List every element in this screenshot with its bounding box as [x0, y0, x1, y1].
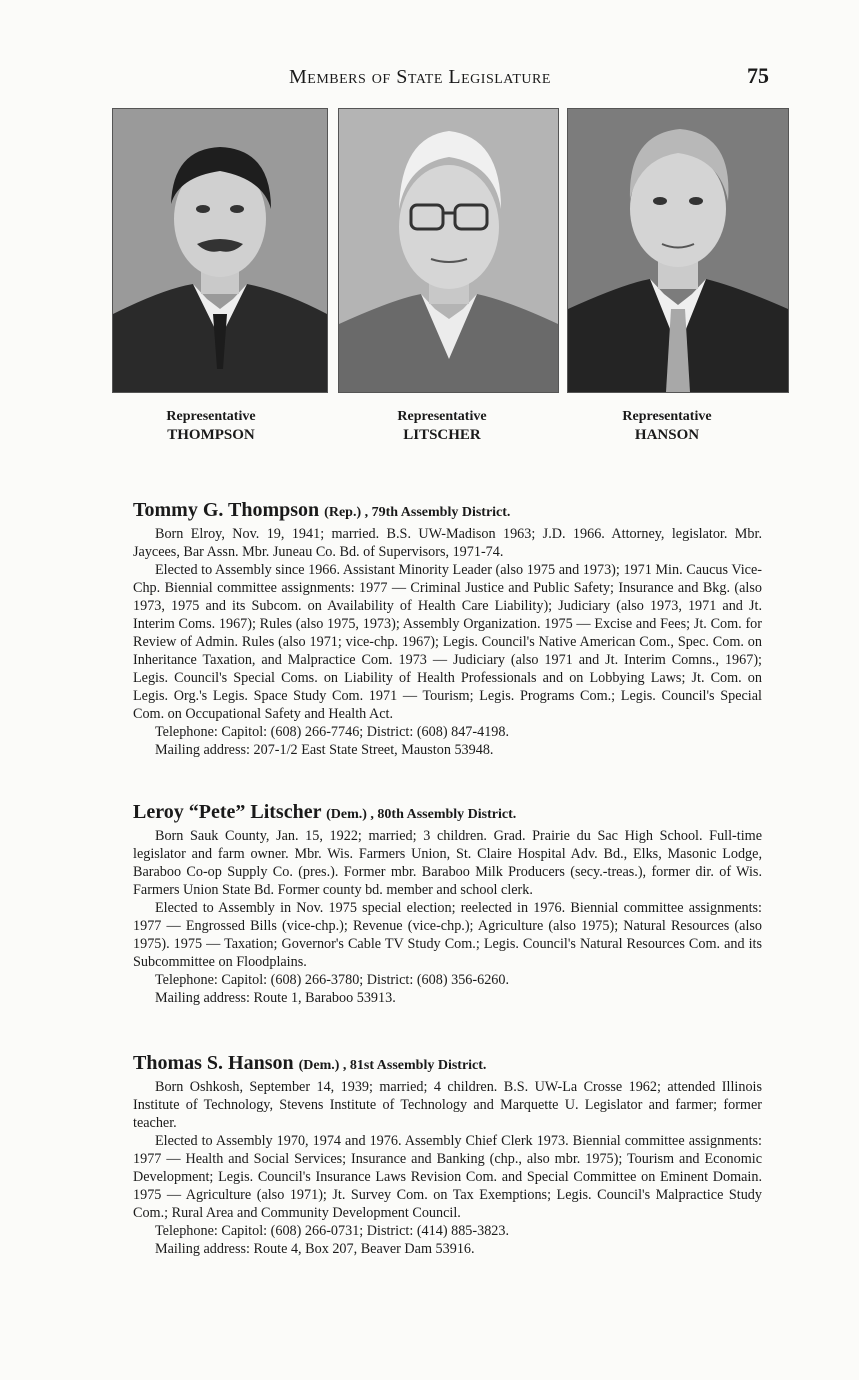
bio-district: (Dem.) , 81st Assembly District.: [298, 1058, 487, 1073]
bio-address: Mailing address: Route 1, Baraboo 53913.: [155, 990, 396, 1006]
caption-title: Representative: [622, 409, 712, 424]
caption-name: LITSCHER: [403, 427, 481, 443]
bio-hanson: [133, 1051, 762, 1258]
photo-hanson: [567, 108, 789, 393]
bio-paragraph: Elected to Assembly since 1966. Assistant Minority Leader (also 1975 and 1973); 1971 Min. Caucus Vice-Chp. Biennial committee assignments: 1977 — Criminal Justice and Public Safety; Insurance and Bkg. (also 1973, 1975 and its Subcom. on Availability of Health Care Liability); Judiciary (also 1973, 1971 and Jt. Interim Coms. 1967); Rules (also 1975, 1973); Assembly Organization. 1975 — Excise and Fees; Jt. Com. for Review of Admin. Rules (also 1971; vice-chp. 1967); Legis. Council's Native American Com., Spec. Com. on Inheritance Taxation, and Malpractice Com. 1973 — Judiciary (also 1971 and Jt. Interim Comns., 1967); Legis. Council's Special Coms. on Liability of Health Professionals and on Lobbying Laws; Jt. Com. on Legis. Org.'s Legis. Space Study Com. 1971 — Tourism; Legis. Programs Com.; Legis. Council's Special Com. on Occupational Safety and Health Act.: [133, 562, 762, 722]
photo-litscher: [338, 108, 559, 393]
bio-address: Mailing address: Route 4, Box 207, Beaver Dam 53916.: [155, 1241, 475, 1257]
bio-paragraph: Born Elroy, Nov. 19, 1941; married. B.S. UW-Madison 1963; J.D. 1966. Attorney, legislator. Mbr. Jaycees, Bar Assn. Mbr. Juneau Co. Bd. of Supervisors, 1971-74.: [133, 526, 762, 560]
bio-litscher: [133, 800, 762, 1007]
bio-heading: [133, 1051, 762, 1078]
bio-name: Thomas S. Hanson: [133, 1052, 294, 1074]
page-number: 75: [747, 63, 769, 88]
bio-paragraph: Born Oshkosh, September 14, 1939; married; 4 children. B.S. UW-La Crosse 1962; attended Illinois Institute of Technology, Stevens Institute of Technology and Marquette U. Legislator and farmer; former teacher.: [133, 1079, 762, 1131]
bio-telephone: Telephone: Capitol: (608) 266-7746; District: (608) 847-4198.: [155, 724, 510, 740]
bio-paragraph: Elected to Assembly in Nov. 1975 special election; reelected in 1976. Biennial committee assignments: 1977 — Engrossed Bills (vice-chp.); Revenue (vice-chp.); Agriculture (also 1975); Natural Resources (also 1975). 1975 — Taxation; Governor's Cable TV Study Com.; Legis. Council's Natural Resources Com. and its Subcommittee on Floodplains.: [133, 900, 762, 970]
caption-name: HANSON: [634, 427, 700, 443]
bio-paragraph: Born Sauk County, Jan. 15, 1922; married; 3 children. Grad. Prairie du Sac High School. Full-time legislator and farm owner. Mbr. Wis. Farmers Union, St. Claire Hospital Adv. Bd., Elks, Masonic Lodge, Baraboo Co-op Supply Co. (pres.). Former mbr. Baraboo Milk Producers (secy.-treas.), former dir. of Wis. Farmers Union State Bd. Former county bd. member and school clerk.: [133, 828, 762, 898]
photo-thompson: [112, 108, 328, 393]
caption-hanson: [557, 408, 777, 444]
bio-heading: [133, 800, 762, 827]
bio-address: Mailing address: 207-1/2 East State Street, Mauston 53948.: [155, 742, 494, 758]
bio-district: (Dem.) , 80th Assembly District.: [326, 807, 517, 822]
bio-paragraph: Elected to Assembly 1970, 1974 and 1976. Assembly Chief Clerk 1973. Biennial committee assignments: 1977 — Health and Social Services; Insurance and Banking (chp., also mbr. 1975); Tourism and Economic Development; Legis. Council's Insurance Laws Revision Com. and Special Committee on Eminent Domain. 1975 — Agriculture (also 1971); Jt. Survey Com. on Tax Exemptions; Legis. Council's Malpractice Study Com.; Rural Area and Community Development Council.: [133, 1133, 762, 1221]
bio-telephone: Telephone: Capitol: (608) 266-0731; District: (414) 885-3823.: [155, 1223, 510, 1239]
caption-name: THOMPSON: [167, 427, 255, 443]
bio-thompson: [133, 498, 762, 759]
bio-name: Leroy “Pete” Litscher: [133, 801, 322, 823]
bio-district: (Rep.) , 79th Assembly District.: [324, 505, 511, 520]
bio-heading: [133, 498, 762, 525]
bio-name: Tommy G. Thompson: [133, 499, 320, 521]
bio-telephone: Telephone: Capitol: (608) 266-3780; District: (608) 356-6260.: [155, 972, 510, 988]
caption-litscher: [332, 408, 552, 444]
page-title: Members of State Legislature: [289, 66, 551, 88]
caption-thompson: [101, 408, 321, 444]
caption-title: Representative: [166, 409, 256, 424]
caption-title: Representative: [397, 409, 487, 424]
